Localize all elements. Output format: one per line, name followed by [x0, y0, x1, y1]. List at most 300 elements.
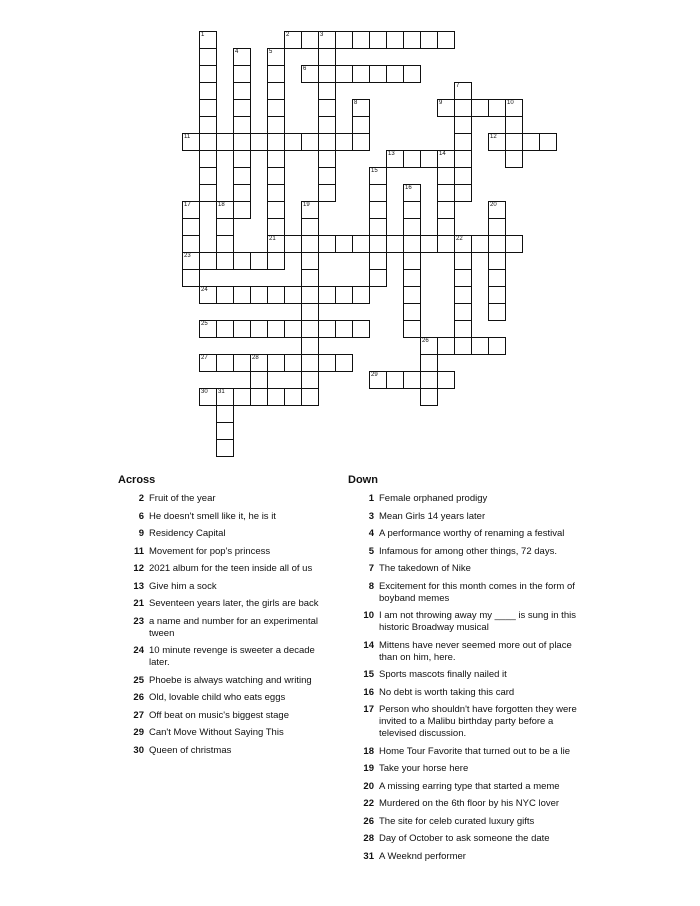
- clue-number: 27: [133, 709, 144, 721]
- grid-cell[interactable]: [199, 252, 217, 270]
- grid-cell[interactable]: [216, 286, 234, 304]
- grid-cell[interactable]: [301, 269, 319, 287]
- grid-cell[interactable]: [318, 133, 336, 151]
- grid-cell[interactable]: [437, 371, 455, 389]
- grid-cell[interactable]: [403, 371, 421, 389]
- across-clue: [118, 511, 328, 523]
- grid-cell[interactable]: [369, 167, 387, 185]
- grid-cell[interactable]: [403, 31, 421, 49]
- grid-cell[interactable]: [318, 286, 336, 304]
- grid-cell[interactable]: [199, 133, 217, 151]
- grid-cell[interactable]: [386, 31, 404, 49]
- grid-cell[interactable]: [420, 337, 438, 355]
- down-clue: [348, 704, 578, 740]
- grid-cell[interactable]: [403, 269, 421, 287]
- clue-text: No debt is worth taking this card: [379, 686, 515, 698]
- grid-cell[interactable]: [301, 31, 319, 49]
- clue-text: Give him a sock: [149, 580, 217, 592]
- grid-cell[interactable]: [437, 218, 455, 236]
- grid-cell[interactable]: [233, 99, 251, 117]
- grid-cell[interactable]: [352, 286, 370, 304]
- grid-cell[interactable]: [267, 99, 285, 117]
- grid-cell[interactable]: [335, 65, 353, 83]
- cell-number: 30: [201, 389, 208, 395]
- cell-number: 28: [252, 355, 259, 361]
- grid-cell[interactable]: [284, 286, 302, 304]
- grid-cell[interactable]: [420, 31, 438, 49]
- grid-cell[interactable]: [233, 150, 251, 168]
- grid-cell[interactable]: [386, 371, 404, 389]
- grid-cell[interactable]: [199, 48, 217, 66]
- grid-cell[interactable]: [369, 235, 387, 253]
- grid-cell[interactable]: [250, 133, 268, 151]
- grid-cell[interactable]: [505, 150, 523, 168]
- grid-cell[interactable]: [301, 320, 319, 338]
- grid-cell[interactable]: [454, 303, 472, 321]
- grid-cell[interactable]: [301, 252, 319, 270]
- grid-cell[interactable]: [182, 269, 200, 287]
- cell-number: 8: [354, 100, 358, 106]
- grid-cell[interactable]: [318, 184, 336, 202]
- clue-text: A missing earring type that started a meme: [379, 780, 560, 792]
- across-clue: [118, 581, 328, 593]
- grid-cell[interactable]: [318, 167, 336, 185]
- clue-text: Seventeen years later, the girls are back: [149, 598, 319, 609]
- clue-number: 2: [138, 493, 144, 504]
- grid-cell[interactable]: [352, 320, 370, 338]
- grid-cell[interactable]: [301, 286, 319, 304]
- grid-cell[interactable]: [454, 252, 472, 270]
- grid-cell[interactable]: [233, 201, 251, 219]
- grid-cell[interactable]: [301, 354, 319, 372]
- grid-cell[interactable]: [488, 218, 506, 236]
- down-clue: [348, 610, 578, 634]
- grid-cell[interactable]: [301, 371, 319, 389]
- grid-cell[interactable]: [352, 116, 370, 134]
- grid-cell[interactable]: [267, 167, 285, 185]
- across-clue: [118, 692, 328, 704]
- grid-cell[interactable]: [437, 99, 455, 117]
- grid-cell[interactable]: [454, 99, 472, 117]
- clue-text: Queen of christmas: [149, 744, 232, 756]
- grid-cell[interactable]: [216, 235, 234, 253]
- grid-cell[interactable]: [284, 388, 302, 406]
- grid-cell[interactable]: [471, 235, 489, 253]
- grid-cell[interactable]: [420, 388, 438, 406]
- cell-number: 25: [201, 321, 208, 327]
- grid-cell[interactable]: [250, 320, 268, 338]
- grid-cell[interactable]: [437, 184, 455, 202]
- clue-text: Movement for pop's princess: [149, 545, 271, 557]
- grid-cell[interactable]: [199, 99, 217, 117]
- grid-cell[interactable]: [403, 184, 421, 202]
- grid-cell[interactable]: [216, 354, 234, 372]
- clue-number: 7: [368, 563, 374, 574]
- grid-cell[interactable]: [267, 252, 285, 270]
- grid-cell[interactable]: [539, 133, 557, 151]
- grid-cell[interactable]: [471, 337, 489, 355]
- grid-cell[interactable]: [471, 99, 489, 117]
- grid-cell[interactable]: [250, 388, 268, 406]
- grid-cell[interactable]: [454, 337, 472, 355]
- cell-number: 22: [456, 236, 463, 242]
- grid-cell[interactable]: [284, 235, 302, 253]
- grid-cell[interactable]: [199, 320, 217, 338]
- grid-cell[interactable]: [403, 201, 421, 219]
- grid-cell[interactable]: [335, 320, 353, 338]
- grid-cell[interactable]: [454, 82, 472, 100]
- clue-text: Can't Move Without Saying This: [149, 727, 284, 738]
- grid-cell[interactable]: [454, 235, 472, 253]
- grid-cell[interactable]: [216, 439, 234, 457]
- grid-cell[interactable]: [488, 99, 506, 117]
- clue-text: A performance worthy of renaming a festival: [379, 528, 565, 539]
- grid-cell[interactable]: [488, 269, 506, 287]
- grid-cell[interactable]: [369, 184, 387, 202]
- clue-text: I am not throwing away my ____ is sung in this historic Broadway musical: [379, 610, 576, 633]
- grid-cell[interactable]: [335, 235, 353, 253]
- cell-number: 7: [456, 83, 460, 89]
- grid-cell[interactable]: [267, 116, 285, 134]
- grid-cell[interactable]: [233, 133, 251, 151]
- grid-cell[interactable]: [352, 65, 370, 83]
- clue-number: 25: [133, 674, 144, 686]
- down-clue: [348, 546, 578, 558]
- clue-number: 29: [133, 727, 144, 738]
- clue-number: 4: [368, 528, 374, 539]
- grid-cell[interactable]: [369, 252, 387, 270]
- clue-number: 18: [363, 745, 374, 757]
- grid-cell[interactable]: [403, 218, 421, 236]
- clue-number: 8: [368, 580, 374, 592]
- down-clue: [348, 687, 578, 699]
- grid-cell[interactable]: [335, 133, 353, 151]
- across-clue: [118, 546, 328, 558]
- grid-cell[interactable]: [267, 82, 285, 100]
- grid-cell[interactable]: [233, 167, 251, 185]
- across-clue: [118, 528, 328, 540]
- clue-number: 11: [133, 545, 144, 557]
- grid-cell[interactable]: [488, 235, 506, 253]
- grid-cell[interactable]: [335, 354, 353, 372]
- grid-cell[interactable]: [403, 320, 421, 338]
- across-clue: [118, 745, 328, 757]
- clue-text: A Weeknd performer: [379, 850, 466, 862]
- down-clue: [348, 563, 578, 575]
- cell-number: 29: [371, 372, 378, 378]
- grid-cell[interactable]: [182, 201, 200, 219]
- grid-cell[interactable]: [403, 235, 421, 253]
- grid-cell[interactable]: [369, 31, 387, 49]
- grid-cell[interactable]: [182, 218, 200, 236]
- cell-number: 4: [235, 49, 239, 55]
- grid-cell[interactable]: [318, 65, 336, 83]
- grid-cell[interactable]: [403, 150, 421, 168]
- clue-number: 26: [363, 815, 374, 827]
- down-clue: [348, 816, 578, 828]
- cell-number: 10: [507, 100, 514, 106]
- grid-cell[interactable]: [199, 116, 217, 134]
- grid-cell[interactable]: [216, 218, 234, 236]
- grid-cell[interactable]: [267, 388, 285, 406]
- cell-number: 2: [286, 32, 290, 38]
- cell-number: 9: [439, 100, 443, 106]
- across-clue: [118, 710, 328, 722]
- down-clue: [348, 581, 578, 605]
- grid-cell[interactable]: [301, 133, 319, 151]
- grid-cell[interactable]: [233, 252, 251, 270]
- grid-cell[interactable]: [301, 65, 319, 83]
- cell-number: 1: [201, 32, 205, 38]
- grid-cell[interactable]: [369, 218, 387, 236]
- grid-cell[interactable]: [505, 99, 523, 117]
- clue-text: a name and number for an experimental tween: [149, 615, 318, 639]
- cell-number: 19: [303, 202, 310, 208]
- across-clue: [118, 563, 328, 575]
- down-clue: [348, 763, 578, 775]
- grid-cell[interactable]: [420, 150, 438, 168]
- clue-text: 10 minute revenge is sweeter a decade later.: [149, 645, 315, 668]
- grid-cell[interactable]: [505, 133, 523, 151]
- grid-cell[interactable]: [182, 235, 200, 253]
- grid-cell[interactable]: [182, 252, 200, 270]
- grid-cell[interactable]: [284, 320, 302, 338]
- clue-number: 26: [133, 692, 144, 703]
- grid-cell[interactable]: [250, 286, 268, 304]
- grid-cell[interactable]: [454, 167, 472, 185]
- grid-cell[interactable]: [301, 235, 319, 253]
- clue-number: 5: [368, 545, 374, 557]
- grid-cell[interactable]: [318, 116, 336, 134]
- grid-cell[interactable]: [233, 48, 251, 66]
- grid-cell[interactable]: [301, 201, 319, 219]
- clue-number: 24: [133, 645, 144, 656]
- grid-cell[interactable]: [437, 337, 455, 355]
- grid-cell[interactable]: [454, 184, 472, 202]
- grid-cell[interactable]: [216, 422, 234, 440]
- grid-cell[interactable]: [216, 201, 234, 219]
- cell-number: 14: [439, 151, 446, 157]
- grid-cell[interactable]: [199, 31, 217, 49]
- grid-cell[interactable]: [267, 201, 285, 219]
- grid-cell[interactable]: [352, 99, 370, 117]
- grid-cell[interactable]: [233, 82, 251, 100]
- grid-cell[interactable]: [403, 65, 421, 83]
- grid-cell[interactable]: [301, 337, 319, 355]
- grid-cell[interactable]: [267, 320, 285, 338]
- grid-cell[interactable]: [199, 167, 217, 185]
- across-clue: [118, 493, 328, 505]
- grid-cell[interactable]: [505, 116, 523, 134]
- cell-number: 6: [303, 66, 307, 72]
- grid-cell[interactable]: [284, 133, 302, 151]
- cell-number: 17: [184, 202, 191, 208]
- grid-cell[interactable]: [488, 337, 506, 355]
- down-clue: [348, 528, 578, 540]
- clue-text: Murdered on the 6th floor by his NYC lover: [379, 798, 560, 809]
- grid-cell[interactable]: [369, 65, 387, 83]
- grid-cell[interactable]: [488, 133, 506, 151]
- down-clue: [348, 833, 578, 845]
- cell-number: 13: [388, 151, 395, 157]
- across-clue: [118, 727, 328, 739]
- clue-text: Day of October to ask someone the date: [379, 833, 550, 844]
- grid-cell[interactable]: [301, 303, 319, 321]
- cell-number: 11: [184, 134, 191, 140]
- cell-number: 31: [218, 389, 225, 395]
- grid-cell[interactable]: [369, 269, 387, 287]
- down-clue: [348, 669, 578, 681]
- grid-cell[interactable]: [199, 354, 217, 372]
- cell-number: 26: [422, 338, 429, 344]
- grid-cell[interactable]: [403, 303, 421, 321]
- grid-cell[interactable]: [437, 31, 455, 49]
- down-clue: [348, 746, 578, 758]
- grid-cell[interactable]: [233, 388, 251, 406]
- grid-cell[interactable]: [454, 150, 472, 168]
- clue-number: 21: [133, 598, 144, 609]
- grid-cell[interactable]: [437, 201, 455, 219]
- grid-cell[interactable]: [318, 150, 336, 168]
- grid-cell[interactable]: [216, 388, 234, 406]
- grid-cell[interactable]: [250, 371, 268, 389]
- grid-cell[interactable]: [437, 150, 455, 168]
- grid-cell[interactable]: [199, 184, 217, 202]
- grid-cell[interactable]: [352, 133, 370, 151]
- grid-cell[interactable]: [216, 133, 234, 151]
- grid-cell[interactable]: [233, 286, 251, 304]
- grid-cell[interactable]: [488, 286, 506, 304]
- grid-cell[interactable]: [267, 184, 285, 202]
- grid-cell[interactable]: [318, 235, 336, 253]
- down-clue: [348, 640, 578, 664]
- clue-text: Take your horse here: [379, 763, 469, 774]
- clue-number: 1: [368, 493, 374, 504]
- clue-number: 23: [133, 615, 144, 627]
- grid-cell[interactable]: [318, 320, 336, 338]
- grid-cell[interactable]: [267, 354, 285, 372]
- clue-text: Mittens have never seemed more out of place than on him, here.: [379, 639, 572, 663]
- grid-cell[interactable]: [386, 150, 404, 168]
- grid-cell[interactable]: [267, 48, 285, 66]
- clue-number: 12: [133, 563, 144, 574]
- grid-cell[interactable]: [369, 371, 387, 389]
- grid-cell[interactable]: [267, 286, 285, 304]
- grid-cell[interactable]: [301, 388, 319, 406]
- grid-cell[interactable]: [352, 235, 370, 253]
- grid-cell[interactable]: [488, 201, 506, 219]
- grid-cell[interactable]: [369, 201, 387, 219]
- grid-cell[interactable]: [267, 235, 285, 253]
- grid-cell[interactable]: [522, 133, 540, 151]
- grid-cell[interactable]: [318, 48, 336, 66]
- grid-cell[interactable]: [216, 320, 234, 338]
- clue-number: 28: [363, 833, 374, 844]
- grid-cell[interactable]: [216, 252, 234, 270]
- grid-cell[interactable]: [216, 405, 234, 423]
- cell-number: 24: [201, 287, 208, 293]
- cell-number: 5: [269, 49, 273, 55]
- grid-cell[interactable]: [420, 354, 438, 372]
- cell-number: 16: [405, 185, 412, 191]
- grid-cell[interactable]: [454, 320, 472, 338]
- clue-number: 20: [363, 780, 374, 792]
- grid-cell[interactable]: [318, 354, 336, 372]
- grid-cell[interactable]: [301, 218, 319, 236]
- grid-cell[interactable]: [267, 65, 285, 83]
- across-clue: [118, 675, 328, 687]
- grid-cell[interactable]: [250, 252, 268, 270]
- grid-cell[interactable]: [335, 286, 353, 304]
- clue-text: Off beat on music's biggest stage: [149, 709, 289, 721]
- clue-number: 9: [138, 528, 144, 539]
- grid-cell[interactable]: [488, 252, 506, 270]
- grid-cell[interactable]: [318, 82, 336, 100]
- grid-cell[interactable]: [284, 31, 302, 49]
- grid-cell[interactable]: [437, 235, 455, 253]
- grid-cell[interactable]: [199, 82, 217, 100]
- grid-cell[interactable]: [403, 252, 421, 270]
- grid-cell[interactable]: [454, 286, 472, 304]
- grid-cell[interactable]: [420, 371, 438, 389]
- grid-cell[interactable]: [199, 388, 217, 406]
- grid-cell[interactable]: [233, 320, 251, 338]
- grid-cell[interactable]: [454, 116, 472, 134]
- grid-cell[interactable]: [454, 269, 472, 287]
- grid-cell[interactable]: [386, 235, 404, 253]
- clue-number: 22: [363, 798, 374, 809]
- cell-number: 12: [490, 134, 497, 140]
- down-clue: [348, 851, 578, 863]
- clue-text: Excitement for this month comes in the form of boyband memes: [379, 580, 575, 604]
- grid-cell[interactable]: [335, 31, 353, 49]
- clue-text: He doesn't smell like it, he is it: [149, 510, 276, 522]
- across-clue: [118, 616, 328, 640]
- grid-cell[interactable]: [420, 235, 438, 253]
- across-clues: [118, 474, 328, 762]
- grid-cell[interactable]: [454, 133, 472, 151]
- grid-cell[interactable]: [267, 133, 285, 151]
- grid-cell[interactable]: [199, 286, 217, 304]
- grid-cell[interactable]: [267, 218, 285, 236]
- cell-number: 18: [218, 202, 225, 208]
- clue-text: 2021 album for the teen inside all of us: [149, 563, 313, 574]
- grid-cell[interactable]: [233, 184, 251, 202]
- grid-cell[interactable]: [386, 65, 404, 83]
- grid-cell[interactable]: [199, 150, 217, 168]
- grid-cell[interactable]: [233, 354, 251, 372]
- grid-cell[interactable]: [505, 235, 523, 253]
- grid-cell[interactable]: [352, 31, 370, 49]
- clue-text: Residency Capital: [149, 528, 226, 539]
- grid-cell[interactable]: [437, 167, 455, 185]
- grid-cell[interactable]: [233, 65, 251, 83]
- grid-cell[interactable]: [233, 116, 251, 134]
- grid-cell[interactable]: [250, 354, 268, 372]
- grid-cell[interactable]: [267, 150, 285, 168]
- clue-text: The takedown of Nike: [379, 563, 471, 574]
- grid-cell[interactable]: [318, 99, 336, 117]
- clue-number: 10: [363, 610, 374, 621]
- clue-text: Phoebe is always watching and writing: [149, 674, 312, 686]
- cell-number: 21: [269, 236, 276, 242]
- grid-cell[interactable]: [284, 354, 302, 372]
- grid-cell[interactable]: [403, 286, 421, 304]
- grid-cell[interactable]: [488, 303, 506, 321]
- grid-cell[interactable]: [318, 31, 336, 49]
- grid-cell[interactable]: [199, 65, 217, 83]
- grid-cell[interactable]: [182, 133, 200, 151]
